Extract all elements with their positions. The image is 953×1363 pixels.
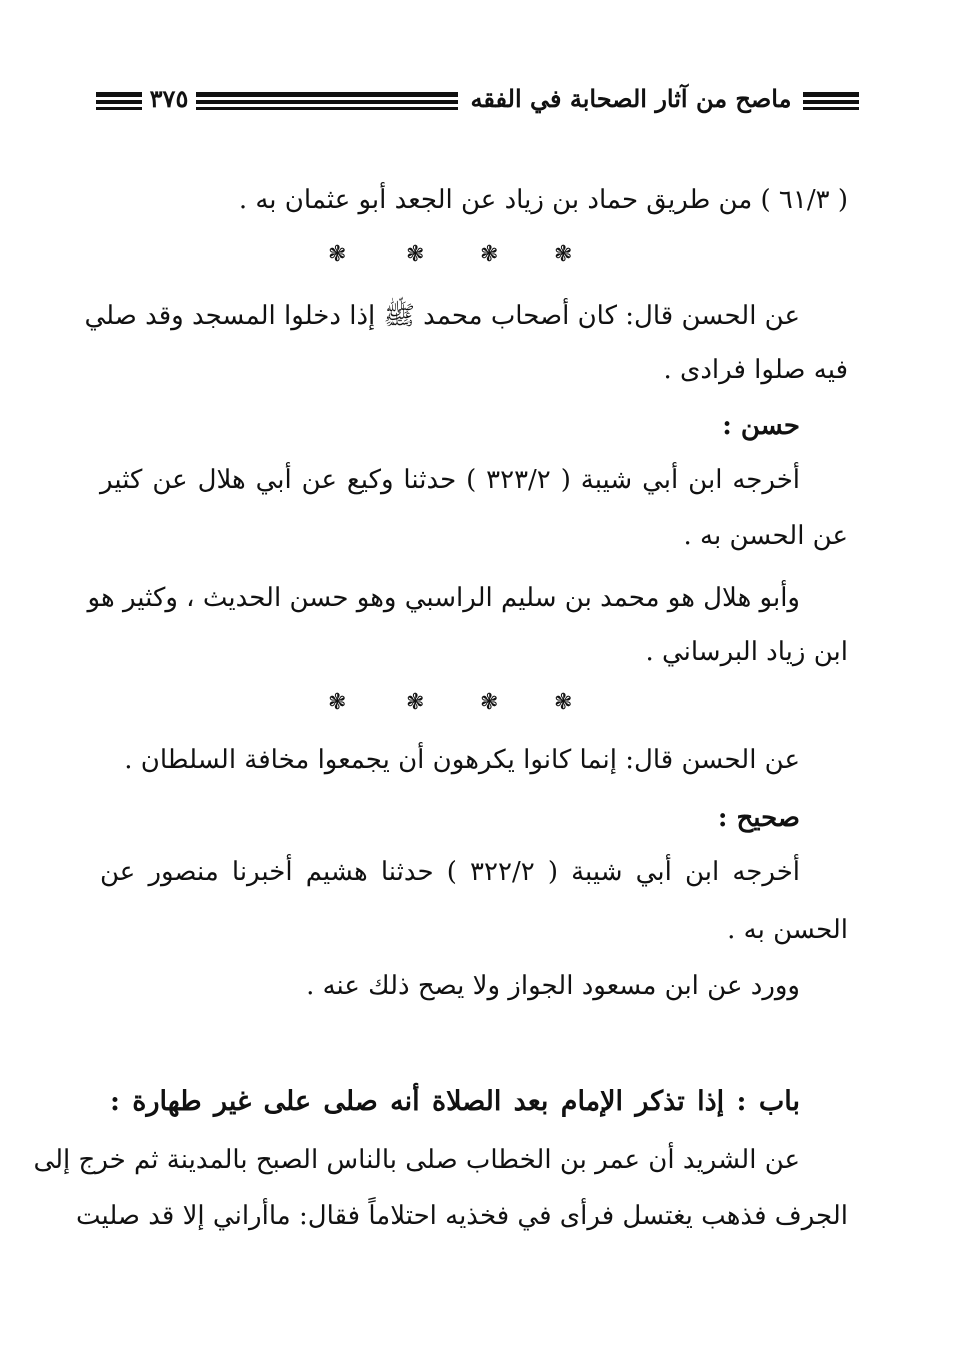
text-line: عن الشريد أن عمر بن الخطاب صلى بالناس الصبح بالمدينة ثم خرج إلى xyxy=(33,1145,800,1175)
text-line: وورد عن ابن مسعود الجواز ولا يصح ذلك عنه . xyxy=(306,971,800,1001)
text-line: ابن زياد البرساني . xyxy=(645,637,848,667)
text-line: أخرجه ابن أبي شيبة ( ٣٢٣/٢ ) حدثنا وكيع عن أبي هلال عن كثير xyxy=(100,465,800,495)
asterism-icon: ❃ xyxy=(554,690,573,715)
chapter-heading: باب : إذا تذكر الإمام بعد الصلاة أنه صلى على غير طهارة : xyxy=(110,1086,800,1117)
header-rule xyxy=(803,100,859,104)
header-rule xyxy=(196,92,458,97)
text-line: الحسن به . xyxy=(727,915,848,945)
asterism-icon: ❃ xyxy=(480,690,499,715)
text-line: عن الحسن به . xyxy=(683,521,848,551)
running-title: ماصح من آثار الصحابة في الفقه xyxy=(470,84,792,113)
asterism-icon: ❃ xyxy=(406,690,425,715)
header-rule xyxy=(96,92,142,97)
page-number: ٣٧٥ xyxy=(149,84,189,113)
grading-label: حسن : xyxy=(722,411,800,441)
section-separator xyxy=(300,688,600,718)
asterism-icon: ❃ xyxy=(480,242,499,267)
text-line: ( ٦١/٣ ) من طريق حماد بن زياد عن الجعد أبو عثمان به . xyxy=(238,185,848,215)
header-rule xyxy=(196,107,458,110)
section-separator xyxy=(300,240,600,270)
asterism-icon: ❃ xyxy=(554,242,573,267)
text-line: عن الحسن قال: إنما كانوا يكرهون أن يجمعوا مخافة السلطان . xyxy=(124,745,800,775)
grading-label: صحيح : xyxy=(717,803,800,833)
text-line: وأبو هلال هو محمد بن سليم الراسبي وهو حسن الحديث ، وكثير هو xyxy=(87,583,800,613)
header-rule xyxy=(96,100,142,104)
text-line: أخرجه ابن أبي شيبة ( ٣٢٢/٢ ) حدثنا هشيم أخبرنا منصور عن xyxy=(100,857,800,887)
header-rule xyxy=(803,92,859,97)
asterism-icon: ❃ xyxy=(328,242,347,267)
asterism-icon: ❃ xyxy=(406,242,425,267)
header-rule xyxy=(196,100,458,104)
text-line: الجرف فذهب يغتسل فرأى في فخذيه احتلاماً فقال: ماأراني إلا قد صليت xyxy=(75,1201,848,1231)
header-rule xyxy=(96,107,142,110)
header-rule xyxy=(803,107,859,110)
asterism-icon: ❃ xyxy=(328,690,347,715)
text-line: فيه صلوا فرادى . xyxy=(663,355,848,385)
text-line: عن الحسن قال: كان أصحاب محمد ﷺ إذا دخلوا المسجد وقد صلي xyxy=(84,301,800,331)
running-header xyxy=(96,84,859,124)
